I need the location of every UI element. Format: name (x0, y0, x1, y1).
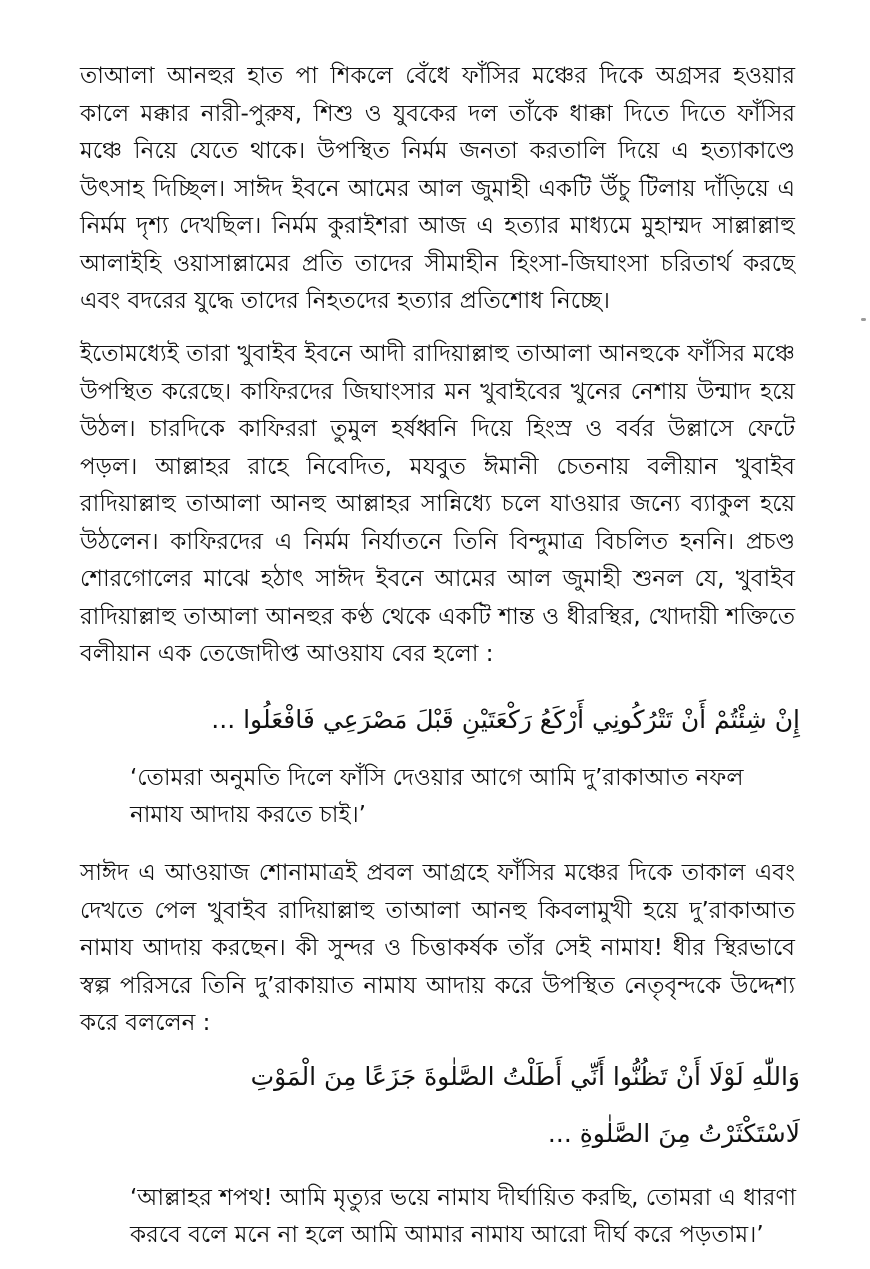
body-paragraph-2: ইতোমধ্যেই তারা খুবাইব ইবনে আদী রাদিয়াল্লাহু তাআলা আনহুকে ফাঁসির মঞ্চে উপস্থিত করেছে। কাফিরদের জিঘাংসার মন খুবাইবের খুনের নেশায় উন্মাদ হয়ে উঠল। চারদিকে কাফিররা তুমুল হর্ষধ্বনি দিয়ে হিংস্র ও বর্বর উল্লাসে ফেটে পড়ল। আল্লাহর রাহে নিবেদিত, মযবুত ঈমানী চেতনায় বলীয়ান খুবাইব রাদিয়াল্লাহু তাআলা আনহু আল্লাহর সান্নিধ্যে চলে যাওয়ার জন্যে ব্যাকুল হয়ে উঠলেন। কাফিরদের এ নির্মম নির্যাতনে তিনি বিন্দুমাত্র বিচলিত হননি। প্রচণ্ড শোরগোলের মাঝে হঠাৎ সাঈদ ইবনে আমের আল জুমাহী শুনল যে, খুবাইব রাদিয়াল্লাহু তাআলা আনহুর কণ্ঠ থেকে একটি শান্ত ও ধীরস্থির, খোদায়ী শক্তিতে বলীয়ান এক তেজোদীপ্ত আওয়ায বের হলো : (80, 341, 795, 667)
arabic-quote-1: إِنْ شِئْتُمْ أَنْ تَتْرُكُونِي أَرْكَعُ رَكْعَتَيْنِ قَبْلَ مَصْرَعِي فَافْعَلُوا ... (211, 705, 800, 734)
arabic-quote-2-line-1: وَاللّٰهِ لَوْلَا أَنْ تَظُنُّوا أَنِّي أَطَلْتُ الصَّلٰوةَ جَزَعًا مِنَ الْمَوْتِ (250, 1062, 800, 1091)
arabic-quote-2-line-2: لَاسْتَكْثَرْتُ مِنَ الصَّلٰوةِ ... (547, 1119, 800, 1148)
body-paragraph-1: তাআলা আনহুর হাত পা শিকলে বেঁধে ফাঁসির মঞ্চের দিকে অগ্রসর হওয়ার কালে মক্কার নারী-পুরুষ, শিশু ও যুবকের দল তাঁকে ধাক্কা দিতে দিতে ফাঁসির মঞ্চে নিয়ে যেতে থাকে। উপস্থিত নির্মম জনতা করতালি দিয়ে এ হত্যাকাণ্ডে উৎসাহ দিচ্ছিল। সাঈদ ইবনে আমের আল জুমাহী একটি উঁচু টিলায় দাঁড়িয়ে এ নির্মম দৃশ্য দেখছিল। নির্মম কুরাইশরা আজ এ হত্যার মাধ্যমে মুহাম্মদ সাল্লাল্লাহু আলাইহি ওয়াসাল্লামের প্রতি তাদের সীমাহীন হিংসা-জিঘাংসা চরিতার্থ করছে এবং বদরের যুদ্ধে তাদের নিহতদের হত্যার প্রতিশোধ নিচ্ছে। (80, 63, 795, 314)
translation-quote-1: ‘তোমরা অনুমতি দিলে ফাঁসি দেওয়ার আগে আমি দু’রাকাআত নফল নামায আদায় করতে চাই।’ (130, 765, 744, 828)
translation-quote-2: ‘আল্লাহর শপথ! আমি মৃত্যুর ভয়ে নামায দীর্ঘায়িত করছি, তোমরা এ ধারণা করবে বলে মনে না হলে আমি আমার নামায আরো দীর্ঘ করে পড়তাম।’ (130, 1185, 797, 1248)
body-paragraph-3: সাঈদ এ আওয়াজ শোনামাত্রই প্রবল আগ্রহে ফাঁসির মঞ্চের দিকে তাকাল এবং দেখতে পেল খুবাইব রাদিয়াল্লাহু তাআলা আনহু কিবলামুখী হয়ে দু’রাকাআত নামায আদায় করছেন। কী সুন্দর ও চিত্তাকর্ষক তাঁর সেই নামায! ধীর স্থিরভাবে স্বল্প পরিসরে তিনি দু’রাকায়াত নামায আদায় করে উপস্থিত নেতৃবৃন্দকে উদ্দেশ্য করে বললেন : (80, 860, 795, 1036)
scan-speck (861, 318, 866, 321)
